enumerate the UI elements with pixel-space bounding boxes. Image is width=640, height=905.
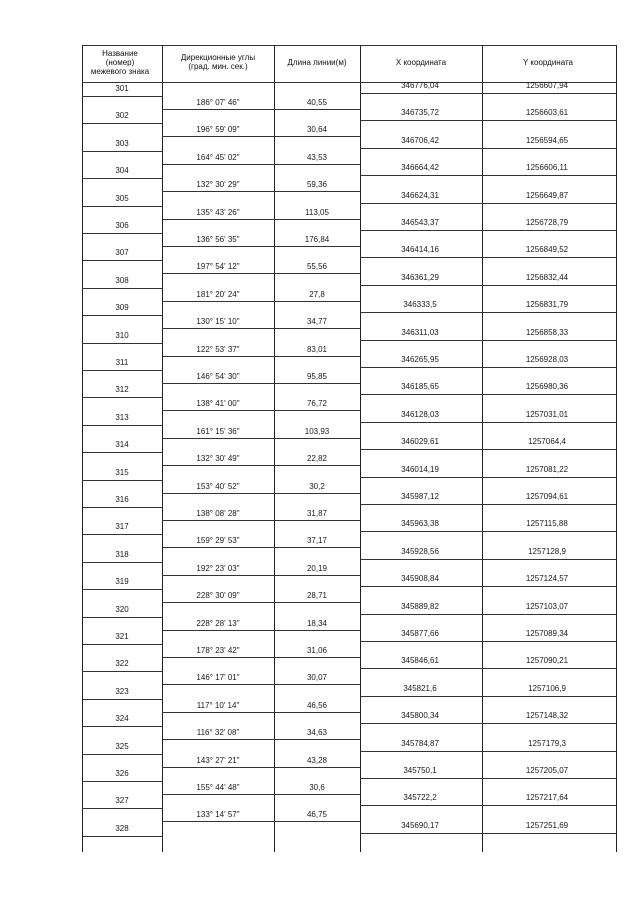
x-coordinate: 346735,72 [401,108,439,118]
grid-line [360,257,616,258]
grid-line [82,45,83,852]
direction-angle: 133° 14' 57" [196,810,240,820]
y-coordinate: 1257103,07 [525,601,569,611]
grid-line [162,191,360,192]
y-coordinate: 1257179,3 [528,738,566,748]
line-length: 55,56 [306,262,328,272]
direction-angle: 138° 41' 00" [196,399,240,409]
direction-angle: 186° 07' 46" [196,98,240,107]
grid-line [82,671,162,672]
grid-line [162,794,360,795]
header-name: Название (номер) межевого знака [90,49,150,76]
grid-line [162,273,360,274]
point-name: 323 [115,686,129,696]
y-coordinate: 1257094,61 [525,492,569,501]
grid-line [82,452,162,453]
x-coordinate: 345722,2 [403,793,437,803]
grid-line [162,630,360,631]
direction-angle: 146° 54' 30" [196,372,240,381]
direction-angle: 153° 40' 52" [196,481,240,491]
grid-line [162,520,360,521]
grid-line [82,836,162,837]
x-coordinate: 346414,16 [401,245,439,255]
x-coordinate: 345877,66 [401,629,439,638]
line-length: 46,75 [306,810,328,820]
point-name: 310 [115,330,129,340]
line-length: 59,36 [306,180,328,190]
direction-angle: 164° 45' 02" [196,152,240,162]
line-length: 113,05 [305,207,329,217]
grid-line [82,562,162,563]
x-coordinate: 346311,03 [401,327,439,337]
x-coordinate: 345928,56 [401,546,439,556]
point-name: 305 [115,193,129,203]
grid-line [82,343,162,344]
x-coordinate: 345784,87 [401,738,439,748]
direction-angle: 117° 10' 14" [196,700,240,710]
line-length: 37,17 [306,536,328,546]
point-name: 328 [115,823,129,833]
grid-line [162,438,360,439]
x-coordinate: 346776,04 [401,81,439,90]
point-name: 324 [115,714,129,724]
grid-line [162,739,360,740]
y-coordinate: 1256728,79 [525,218,569,227]
y-coordinate: 1256594,65 [525,135,569,145]
line-length: 20,19 [306,563,328,573]
direction-angle: 196° 59' 09" [196,125,240,135]
point-name: 317 [115,522,129,532]
point-name: 302 [115,111,129,121]
point-name: 309 [115,303,129,313]
direction-angle: 136° 56' 35" [196,235,240,244]
grid-line [360,559,616,560]
grid-line [82,644,162,645]
grid-line [162,246,360,247]
grid-line [82,617,162,618]
grid-line [162,109,360,110]
header-angle: Дирекционные углы (град. мин. сек.) [180,53,256,71]
line-length: 30,07 [306,673,328,683]
grid-line [82,726,162,727]
point-name: 322 [115,659,129,669]
grid-line [82,96,162,97]
point-name: 303 [115,138,129,148]
line-length: 22,82 [306,454,328,464]
grid-line [82,397,162,398]
grid-line [162,45,163,852]
line-length: 43,53 [306,152,328,162]
line-length: 43,28 [306,755,328,765]
grid-line [360,449,616,450]
x-coordinate: 345987,12 [401,492,439,501]
x-coordinate: 346029,61 [401,437,439,447]
direction-angle: 192° 23' 03" [196,563,240,573]
grid-line [82,233,162,234]
grid-line [82,288,162,289]
x-coordinate: 346361,29 [401,272,439,282]
point-name: 315 [115,467,129,477]
line-length: 30,2 [309,481,325,491]
grid-line [360,230,616,231]
point-name: 307 [115,248,129,258]
grid-line [162,136,360,137]
direction-angle: 130° 15' 10" [196,317,240,327]
x-coordinate: 345846,61 [401,656,439,666]
grid-line [360,641,616,642]
grid-line [82,260,162,261]
grid-line [82,589,162,590]
grid-line [162,328,360,329]
header-x: X координата [395,58,447,67]
point-name: 308 [115,275,129,285]
grid-line [82,507,162,508]
point-name: 306 [115,221,129,230]
line-length: 83,01 [306,344,328,354]
y-coordinate: 1257148,32 [525,711,569,721]
line-length: 76,72 [306,399,328,409]
direction-angle: 159° 29' 53" [196,536,240,546]
x-coordinate: 346664,42 [401,163,439,173]
grid-line [360,833,616,834]
header-length: Длина линии(м) [287,58,347,67]
grid-line [360,285,616,286]
grid-line [82,754,162,755]
x-coordinate: 346706,42 [401,135,439,145]
grid-line [162,410,360,411]
grid-line [616,45,617,852]
line-length: 27,8 [309,289,325,299]
y-coordinate: 1256606,11 [526,163,568,173]
point-name: 326 [115,769,129,778]
point-name: 313 [115,412,129,422]
grid-line [82,534,162,535]
x-coordinate: 345690,17 [401,820,439,830]
grid-line [82,480,162,481]
line-length: 18,34 [306,618,328,628]
y-coordinate: 1257217,64 [525,793,569,803]
point-name: 314 [115,440,129,450]
line-length: 95,85 [306,372,328,381]
line-length: 31,87 [306,509,328,518]
direction-angle: 122° 53' 37" [196,344,240,354]
grid-line [162,356,360,357]
grid-line [162,575,360,576]
y-coordinate: 1257081,22 [525,464,569,474]
grid-line [360,175,616,176]
grid-line [360,394,616,395]
point-name: 301 [115,84,129,93]
grid-line [82,178,162,179]
direction-angle: 181° 20' 24" [196,289,240,299]
x-coordinate: 346333,5 [403,300,437,310]
grid-line [162,712,360,713]
y-coordinate: 1257205,07 [525,766,569,775]
line-length: 34,63 [306,728,328,738]
grid-line [360,422,616,423]
grid-line [360,586,616,587]
y-coordinate: 1257106,9 [528,683,566,693]
x-coordinate: 345750,1 [403,766,437,775]
point-name: 318 [115,549,129,559]
y-coordinate: 1257089,34 [525,629,569,638]
grid-line [360,203,616,204]
grid-line [82,425,162,426]
direction-angle: 197° 54' 12" [196,262,240,272]
y-coordinate: 1257115,88 [526,519,568,529]
grid-line [82,699,162,700]
grid-line [162,657,360,658]
grid-line [360,778,616,779]
grid-line [360,477,616,478]
grid-line [82,151,162,152]
direction-angle: 178° 23' 42" [196,646,240,655]
grid-line [162,684,360,685]
y-coordinate: 1256603,61 [525,108,569,118]
grid-line [360,93,616,94]
grid-line [82,370,162,371]
direction-angle: 155° 44' 48" [196,783,240,792]
grid-line [360,312,616,313]
grid-line [162,383,360,384]
line-length: 103,93 [304,426,330,436]
y-coordinate: 1257128,9 [528,546,566,556]
grid-line [360,614,616,615]
grid-line [360,531,616,532]
grid-line [360,120,616,121]
y-coordinate: 1256858,33 [525,327,569,337]
line-length: 40,55 [306,98,328,107]
grid-line [162,602,360,603]
x-coordinate: 346185,65 [401,382,439,392]
grid-line [162,821,360,822]
x-coordinate: 345800,34 [401,711,439,721]
grid-line [360,696,616,697]
grid-line [162,767,360,768]
direction-angle: 138° 08' 28" [196,509,240,518]
grid-line [360,723,616,724]
grid-line [162,219,360,220]
point-name: 316 [115,495,129,504]
y-coordinate: 1257090,21 [525,656,569,666]
point-name: 321 [115,632,129,641]
direction-angle: 135° 43' 26" [196,207,240,217]
x-coordinate: 345908,84 [401,574,439,584]
header-y: Y координата [522,58,574,67]
y-coordinate: 1257251,69 [525,820,569,830]
grid-line [162,465,360,466]
point-name: 325 [115,741,129,751]
line-length: 31,06 [306,646,328,655]
y-coordinate: 1257064,4 [528,437,566,447]
x-coordinate: 346265,95 [401,355,439,364]
grid-line [162,493,360,494]
grid-line [162,547,360,548]
x-coordinate: 346014,19 [401,464,439,474]
grid-line [360,668,616,669]
y-coordinate: 1256849,52 [525,245,569,255]
x-coordinate: 346128,03 [401,409,439,419]
direction-angle: 116° 32' 08" [196,728,240,738]
y-coordinate: 1256649,87 [525,190,569,200]
grid-line [360,751,616,752]
y-coordinate: 1256607,94 [525,81,569,90]
x-coordinate: 345821,6 [403,683,437,693]
line-length: 176,84 [304,235,330,244]
grid-line [82,206,162,207]
x-coordinate: 346624,31 [401,190,439,200]
grid-line [360,367,616,368]
grid-line [82,123,162,124]
y-coordinate: 1257124,57 [525,574,569,584]
direction-angle: 143° 27' 21" [196,755,240,765]
direction-angle: 132° 30' 29" [196,180,240,190]
point-name: 319 [115,577,129,587]
line-length: 28,71 [306,591,328,601]
grid-line [162,301,360,302]
x-coordinate: 346543,37 [401,218,439,227]
point-name: 320 [115,604,129,614]
line-length: 30,6 [309,783,325,792]
x-coordinate: 345963,38 [401,519,439,529]
direction-angle: 161° 15' 36" [196,426,240,436]
y-coordinate: 1257031,01 [525,409,569,419]
x-coordinate: 345889,82 [401,601,439,611]
line-length: 46,56 [306,700,328,710]
point-name: 311 [115,358,129,367]
grid-line [162,164,360,165]
line-length: 34,77 [306,317,328,327]
grid-line [360,148,616,149]
point-name: 327 [115,796,129,806]
direction-angle: 228° 30' 09" [196,591,240,601]
grid-line [82,808,162,809]
direction-angle: 146° 17' 01" [196,673,240,683]
grid-line [360,340,616,341]
line-length: 30,64 [306,125,328,135]
point-name: 304 [115,166,129,176]
y-coordinate: 1256831,79 [525,300,569,310]
y-coordinate: 1256832,44 [525,272,569,282]
direction-angle: 228° 28' 13" [196,618,240,628]
y-coordinate: 1256980,36 [525,382,569,392]
grid-line [82,315,162,316]
direction-angle: 132° 30' 49" [196,454,240,464]
grid-line [360,805,616,806]
grid-line [360,504,616,505]
grid-line [274,45,275,852]
y-coordinate: 1256928,03 [525,355,569,364]
point-name: 312 [115,385,129,395]
grid-line [82,45,616,46]
grid-line [82,781,162,782]
